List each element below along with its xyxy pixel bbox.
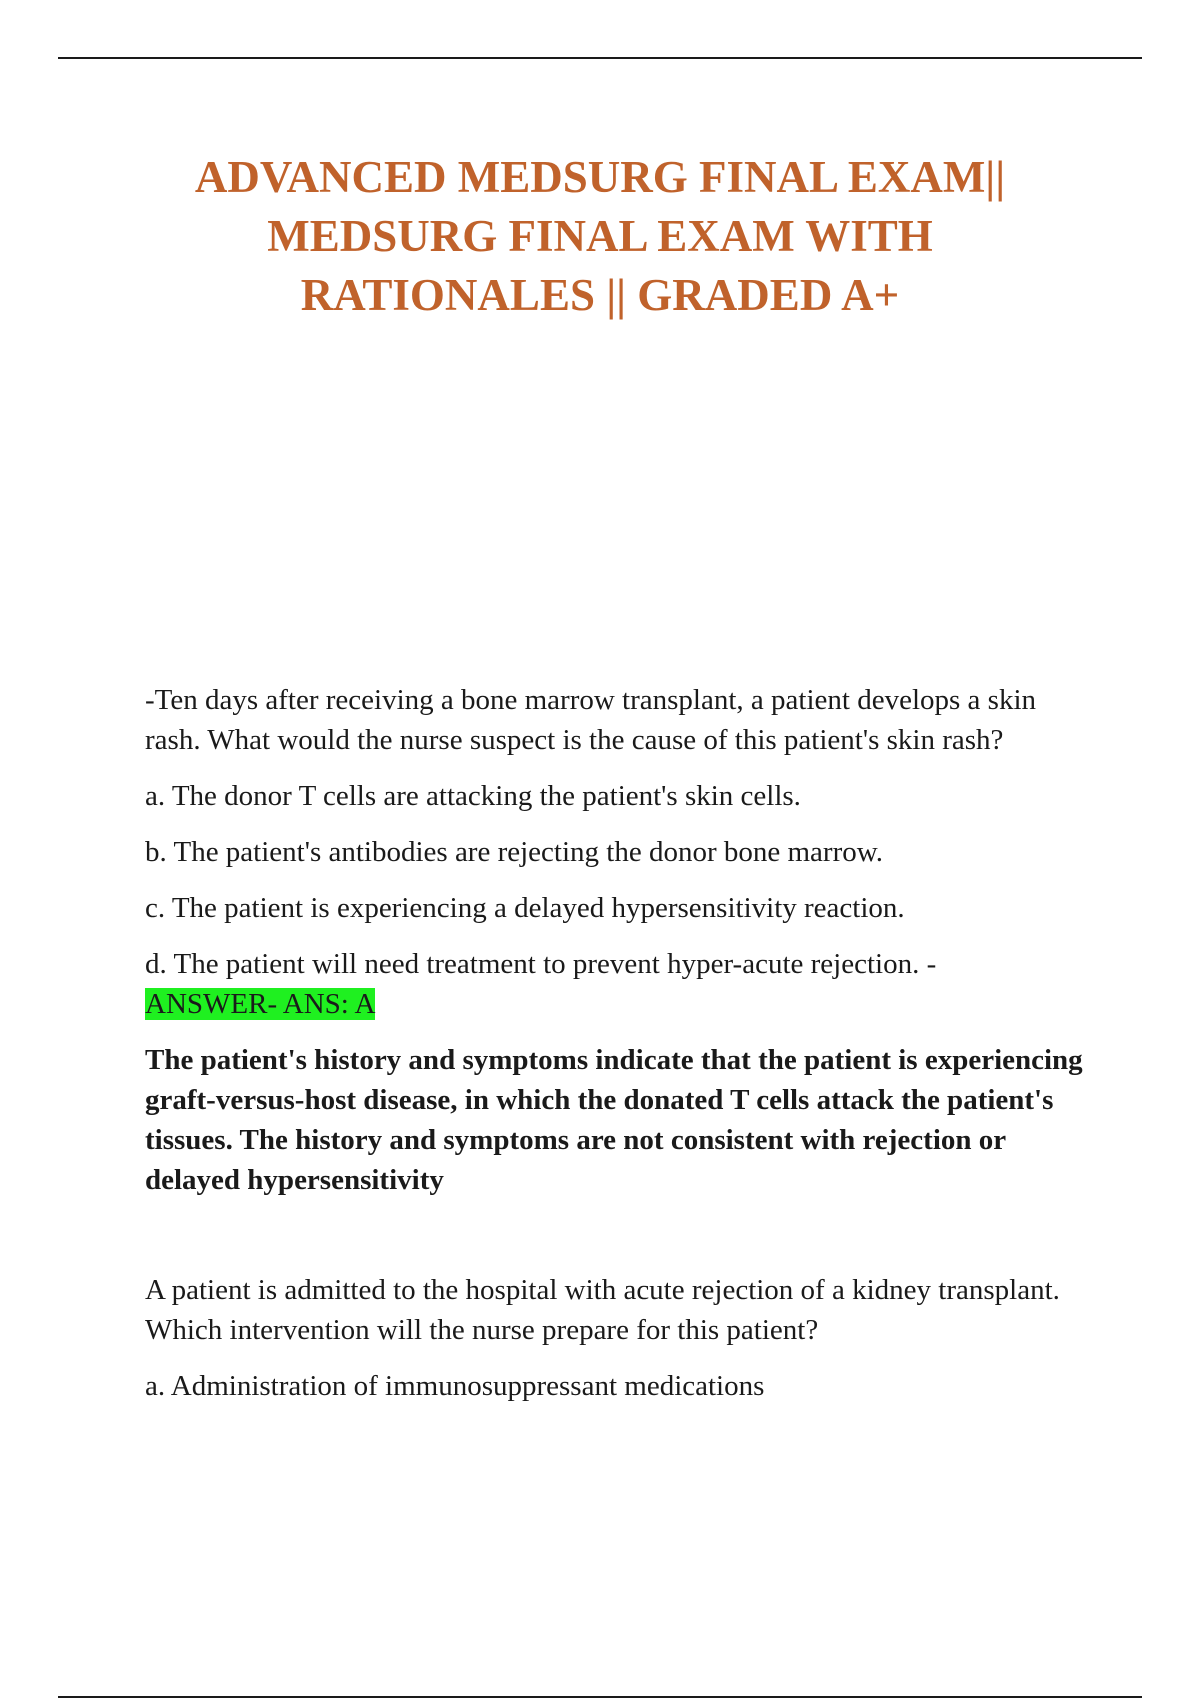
question-block — [145, 1270, 1095, 1406]
spacer — [145, 1216, 1095, 1270]
question-stem: A patient is admitted to the hospital with acute rejection of a kidney transplant. Which intervention will the nurse prepare for this patient? — [145, 1274, 1060, 1346]
option-d — [145, 944, 1095, 1024]
question-block — [145, 680, 1095, 1200]
rationale-text: The patient's history and symptoms indicate that the patient is experiencing graft-versus-host disease, in which the donated T cells attack the patient's tissues. The history and symptoms are not consistent with rejection or delayed hypersensitivity — [145, 1044, 1083, 1196]
document-body — [145, 680, 1095, 1422]
bottom-rule — [58, 1696, 1142, 1698]
question-stem: -Ten days after receiving a bone marrow transplant, a patient develops a skin rash. What would the nurse suspect is the cause of this patient's skin rash? — [145, 684, 1036, 756]
top-rule — [58, 57, 1142, 59]
option-b: b. The patient's antibodies are rejecting the donor bone marrow. — [145, 836, 884, 868]
option-a: a. The donor T cells are attacking the patient's skin cells. — [145, 780, 801, 812]
option-d-text: d. The patient will need treatment to prevent hyper-acute rejection. - — [145, 948, 937, 980]
option-c: c. The patient is experiencing a delayed hypersensitivity reaction. — [145, 892, 905, 924]
answer-highlight: ANSWER- ANS: A — [145, 988, 376, 1020]
document-title: ADVANCED MEDSURG FINAL EXAM|| MEDSURG FINAL EXAM WITH RATIONALES || GRADED A+ — [194, 152, 1006, 320]
option-a: a. Administration of immunosuppressant medications — [145, 1370, 765, 1402]
